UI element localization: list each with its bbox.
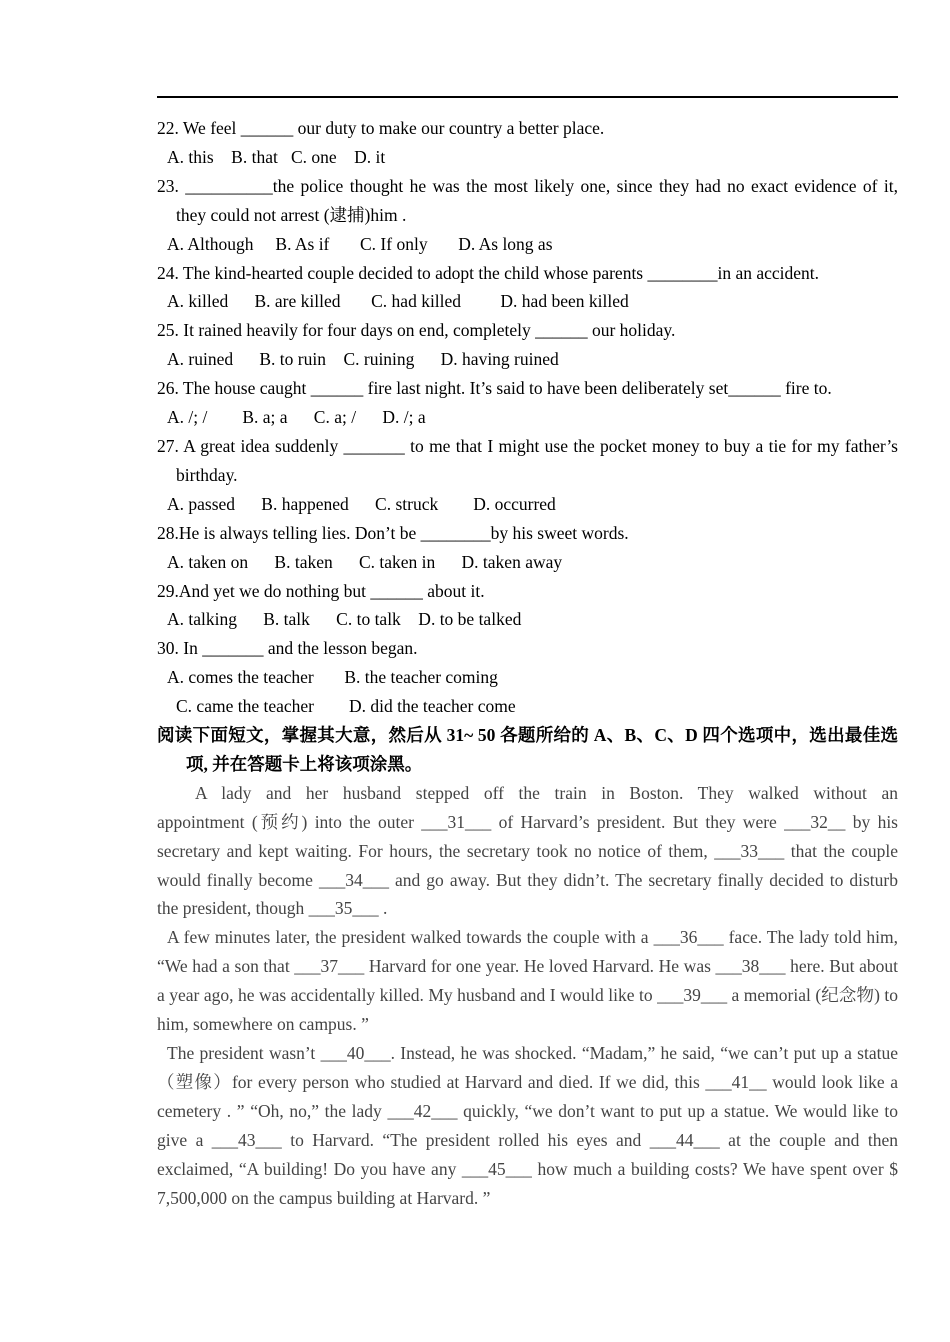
question-27 [157, 432, 898, 519]
question-25 [157, 316, 898, 374]
question-options: A. passed B. happened C. struck D. occurred [167, 493, 556, 514]
question-options: A. ruined B. to ruin C. ruining D. having ruined [167, 349, 559, 370]
question-23 [157, 172, 898, 259]
question-30 [157, 634, 898, 721]
question-stem: 28.He is always telling lies. Don’t be ________by his sweet words. [157, 522, 629, 543]
question-options: A. this B. that C. one D. it [167, 146, 386, 167]
exam-page [157, 96, 898, 1212]
question-options-second-row: C. came the teacher D. did the teacher come [176, 696, 516, 717]
passage-paragraph-1-first-line: A lady and her husband stepped off the train in Boston. They walked without an [195, 782, 898, 803]
question-options: A. comes the teacher B. the teacher coming [167, 667, 498, 688]
question-stem: 26. The house caught ______ fire last night. It’s said to have been deliberately set______ fire to. [157, 378, 832, 399]
passage-paragraph-3: The president wasn’t ___40___. Instead, he was shocked. “Madam,” he said, “we can’t put up a statue（塑像）for every person who studied at Harvard and died. If we did, this ___41__ would look like a cemetery . ” “Oh, no,” the lady ___42___ quickly, “we don’t want to put up a statue. We would like to give a ___43___ to Harvard. “The president rolled his eyes and ___44___ at the couple and then exclaimed, “A building! Do you have any ___45___ how much a building costs? We have spent over $ 7,500,000 on the campus building at Harvard. ” [157, 1043, 898, 1208]
question-stem: 25. It rained heavily for four days on end, completely ______ our holiday. [157, 320, 676, 341]
question-29 [157, 577, 898, 635]
question-24 [157, 259, 898, 317]
question-options: A. taken on B. taken C. taken in D. taken away [167, 551, 563, 572]
question-stem: 23. __________the police thought he was the most likely one, since they had no exact evidence of it, they could not arrest (逮捕)him . [157, 175, 898, 225]
header-rule [157, 96, 898, 98]
section-instruction: 阅读下面短文，掌握其大意，然后从 31~ 50 各题所给的 A、B、C、D 四个选项中，选出最佳选项, 并在答题卡上将该项涂黑。 [157, 725, 898, 774]
question-stem: 29.And yet we do nothing but ______ about it. [157, 580, 485, 601]
cloze-passage [157, 779, 898, 1213]
passage-paragraph-2: A few minutes later, the president walked towards the couple with a ___36___ face. The lady told him, “We had a son that ___37___ Harvard for one year. He loved Harvard. He was ___38___ here. But about a year ago, he was accidentally killed. My husband and I would like to ___39___ a memorial (纪念物) to him, somewhere on campus. ” [157, 927, 898, 1035]
question-stem: 22. We feel ______ our duty to make our country a better place. [157, 118, 605, 138]
question-options: A. /; / B. a; a C. a; / D. /; a [167, 407, 426, 428]
question-options: A. talking B. talk C. to talk D. to be talked [167, 609, 522, 630]
question-stem: 24. The kind-hearted couple decided to adopt the child whose parents ________in an accident. [157, 262, 820, 283]
question-stem: 27. A great idea suddenly _______ to me that I might use the pocket money to buy a tie for my father’s birthday. [157, 435, 898, 485]
passage-paragraph-1: appointment (预约) into the outer ___31___ of Harvard’s president. But they were ___32__ by his secretary and kept waiting. For hours, the secretary took no notice of them, ___33___ that the couple would finally become ___34___ and go away. But they didn’t. The secretary finally decided to disturb the president, though ___35___ . [157, 811, 898, 919]
question-26 [157, 374, 898, 432]
question-stem: 30. In _______ and the lesson began. [157, 638, 418, 659]
question-28 [157, 519, 898, 577]
question-22 [157, 114, 898, 172]
question-options: A. Although B. As if C. If only D. As long as [167, 233, 553, 254]
question-options: A. killed B. are killed C. had killed D. had been killed [167, 291, 629, 312]
